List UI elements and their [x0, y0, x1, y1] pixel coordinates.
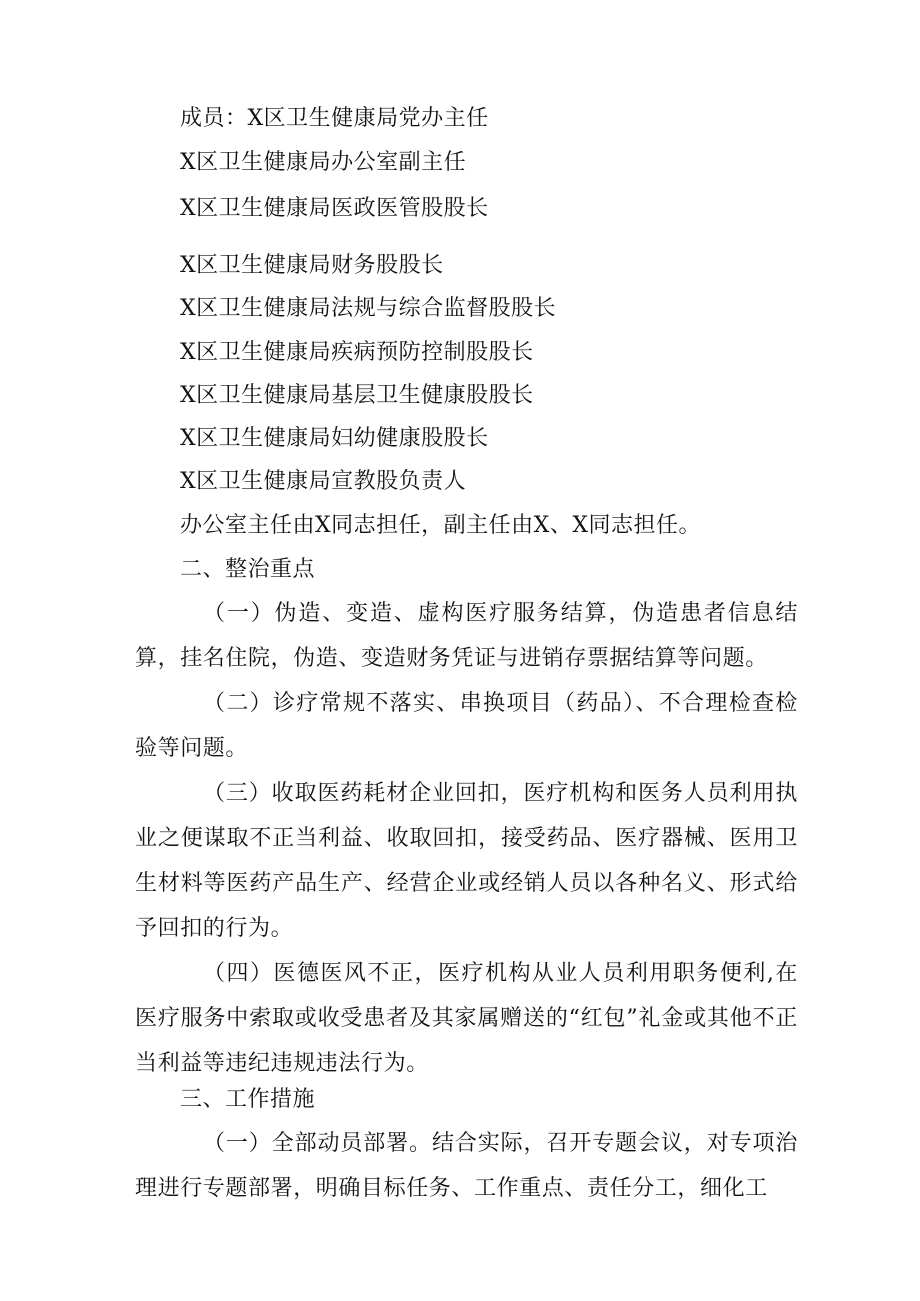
section2-item: （三）收取医药耗材企业回扣，医疗机构和医务人员利用执业之便谋取不正当利益、收取回扣，接受药品、医疗器械、医用卫生材料等医药产品生产、经营企业或经销人员以各种名义、形式给予回扣的行为。 [135, 781, 798, 941]
member-line: X区卫生健康局财务股股长 [180, 253, 444, 278]
section2-item: （一）伪造、变造、虚构医疗服务结算，伪造患者信息结算，挂名住院，伪造、变造财务凭证与进销存票据结算等问题。 [135, 601, 798, 671]
section3-item: （一）全部动员部署。结合实际，召开专题会议，对专项治理进行专题部署，明确目标任务、工作重点、责任分工，细化工 [135, 1131, 798, 1201]
member-line: X区卫生健康局办公室副主任 [180, 150, 467, 175]
members-label-line: 成员：X区卫生健康局党办主任 [180, 106, 489, 131]
member-line: X区卫生健康局妇幼健康股股长 [180, 426, 489, 451]
section2-item: （二）诊疗常规不落实、串换项目（药品）、不合理检查检验等问题。 [135, 691, 798, 761]
section-title: 二、整治重点 [180, 557, 316, 582]
member-line: X区卫生健康局基层卫生健康股股长 [180, 383, 534, 408]
member-line: X区卫生健康局医政医管股股长 [180, 196, 489, 221]
member-line: X区卫生健康局宣教股负责人 [180, 469, 467, 494]
member-line: X区卫生健康局疾病预防控制股股长 [180, 340, 534, 365]
section2-item: （四）医德医风不正，医疗机构从业人员利用职务便利,在医疗服务中索取或收受患者及其家属赠送的“红包”礼金或其他不正当利益等违纪违规违法行为。 [135, 961, 798, 1076]
member-line: X区卫生健康局法规与综合监督股股长 [180, 296, 557, 321]
section-title: 三、工作措施 [180, 1087, 316, 1112]
office-note: 办公室主任由X同志担任，副主任由X、X同志担任。 [180, 513, 701, 538]
